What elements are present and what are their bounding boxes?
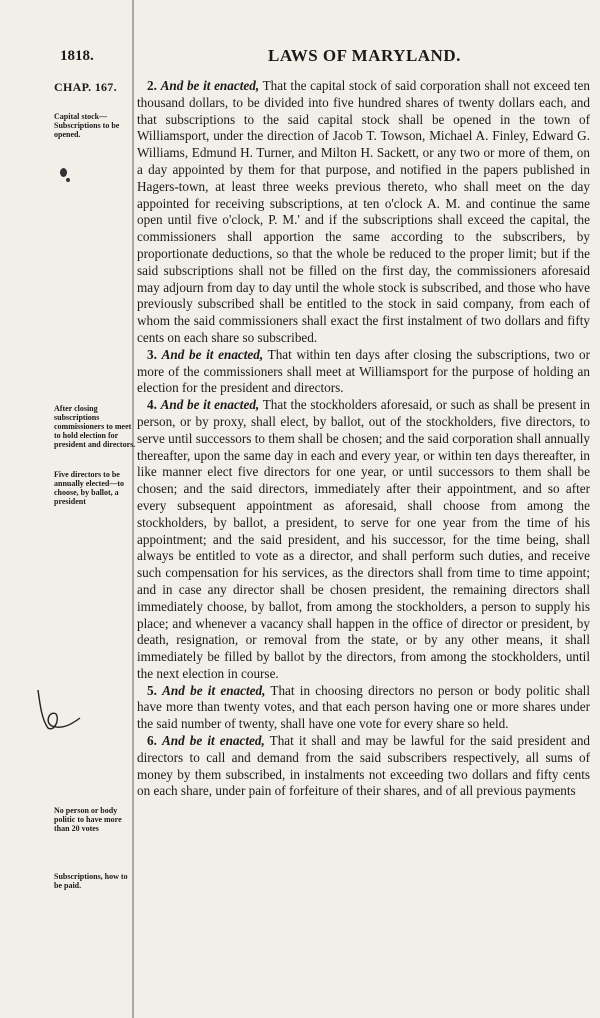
- section-6: 6. And be it enacted, That it shall and may be lawful for the said president and directors to call and demand from the said subscribers respectively, all sums of money by them subscribed, in instalments not exceeding two dollars and fifty cents on each share, under pain of forfeiture of their shares, and of all previous payments: [137, 733, 591, 799]
- section-3: 3. And be it enacted, That within ten days after closing the subscriptions, two or more of the commissioners shall meet at Williamsport for the purpose of holding an election for the president and directors.: [137, 346, 590, 396]
- margin-note-election: After closing subscriptions commissioners to meet to hold election for president and directors.: [54, 404, 136, 449]
- page-year: 1818.: [60, 48, 94, 64]
- section-5: 5. And be it enacted, That in choosing directors no person or body politic shall have more than twenty votes, and that each person having one or more shares under the said number of twenty, shall have one vote for every share so held.: [137, 682, 590, 732]
- margin-note-capital-stock: Capital stock—Subscriptions to be opened.: [54, 112, 120, 139]
- law-text: [137, 78, 590, 800]
- margin-note-subscriptions: Subscriptions, how to be paid.: [54, 872, 128, 890]
- handwritten-mark-icon: [30, 680, 90, 740]
- page-header: [54, 46, 586, 70]
- margin-note-directors: Five directors to be annually elected—to choose, by ballot, a president: [54, 470, 124, 506]
- column-rule: [132, 0, 134, 1018]
- section-2: 2. And be it enacted, That the capital stock of said corporation shall not exceed ten thousand dollars, to be divided into five hundred shares of twenty dollars each, and that subscriptions to the said capital stock shall be opened in the town of Williamsport, under the direction of Jacob T. Towson, Michael A. Finley, Edward G. Williams, Edmund H. Turner, and Milton H. Sackett, or any two or more of them, on a day appointed by them for that purpose, and notified in the papers published in Hagers-town, at least three weeks previous thereto, who shall meet on the day appointed for receiving subscriptions, at ten o'clock A. M. and continue the same open until five o'clock, P. M.' and if the subscriptions shall exceed the capital, the commissioners shall apportion the same according to the subscribers, by proportionate deductions, so that the whole be reduced to the proper limit; but if the said subscriptions shall not be filled on the first day, the commissioners aforesaid may adjourn from day to day until the whole stock is subscribed, and those who have previously subscribed shall be entitled to the stock in said company, from each of whom the said commissioners shall exact the first instalment of two dollars and fifty cents on each share so subscribed.: [137, 78, 591, 345]
- margin-note-votes: No person or body politic to have more than 20 votes: [54, 806, 122, 833]
- page-title: LAWS OF MARYLAND.: [268, 46, 461, 65]
- ink-speck: [60, 168, 67, 177]
- chapter-label: CHAP. 167.: [54, 80, 117, 94]
- section-4: 4. And be it enacted, That the stockholders aforesaid, or such as shall be present in person, or by proxy, shall elect, by ballot, out of the stockholders, five directors, to serve until successors to them shall be chosen; and the said corporation shall annually thereafter, upon the same day in each and every year, or within ten days thereafter, in like manner elect five directors for one year, or until successors to them shall be chosen; and the said directors, immediately after their appointment, and so after every subsequent appointment as aforesaid, shall choose from among the stockholders, by ballot, a president, to serve for one year from the time of his appointment; and the said president, and his successor, for the time being, shall always be entitled to vote as a director, and shall perform such duties, and receive such compensation for his services, as the directors shall from time to time appoint; and in case any director shall be chosen president, the remaining directors shall immediately choose, by ballot, from among the stockholders, a person to supply his place; and whenever a vacancy shall happen in the office of director or president, by death, resignation, or removal from the state, or by any other means, it shall immediately be filled by ballot by the directors, from among the stockholders, until the next election in course.: [137, 397, 591, 681]
- ink-speck: [66, 178, 70, 182]
